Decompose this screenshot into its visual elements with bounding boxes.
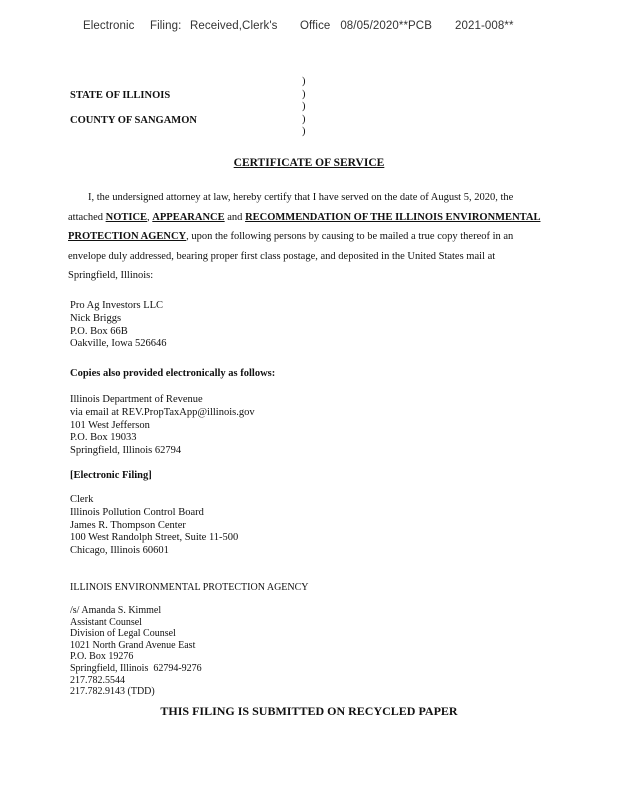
clerk-address-block: [70, 494, 238, 558]
page-title: CERTIFICATE OF SERVICE: [233, 157, 385, 169]
recipient-attn: Nick Briggs: [70, 312, 122, 324]
caption-parentheses: [302, 76, 306, 139]
body-comma: ,: [147, 211, 153, 223]
recycled-paper-footer: THIS FILING IS SUBMITTED ON RECYCLED PAPER: [160, 704, 458, 718]
header-office-date: Office 08/05/2020**PCB: [300, 20, 432, 32]
recipient-name: Illinois Department of Revenue: [70, 394, 203, 405]
paren: ): [302, 76, 306, 87]
paren: ): [302, 101, 306, 112]
recipient-title: Clerk: [70, 494, 94, 505]
signature: /s/ Amanda S. Kimmel: [70, 605, 162, 616]
signature-block: [70, 605, 202, 698]
header-case-number: 2021-008**: [455, 20, 514, 32]
signer-city: Springfield, Illinois 62794-9276: [70, 662, 202, 674]
signer-street: 1021 North Grand Avenue East: [70, 639, 196, 651]
recipient-city: Oakville, Iowa 526646: [70, 338, 167, 350]
recipient-box: P.O. Box 19033: [70, 432, 137, 444]
paren: ): [302, 126, 306, 137]
header-electronic: Electronic: [83, 20, 135, 32]
recipient-address-block: [70, 300, 167, 351]
recommendation-doc: RECOMMENDATION OF THE ILLINOIS ENVIRONMENTAL PROTECTION AGENCY: [68, 211, 541, 242]
caption-state: STATE OF ILLINOIS: [70, 90, 171, 101]
agency-name: ILLINOIS ENVIRONMENTAL PROTECTION AGENCY: [70, 582, 309, 593]
recipient-name: Pro Ag Investors LLC: [70, 300, 164, 311]
revenue-address-block: [70, 394, 255, 458]
appearance-doc: APPEARANCE: [152, 211, 225, 223]
header-received: Received,Clerk's: [190, 20, 278, 32]
body-and: and: [224, 211, 246, 223]
recipient-email: via email at REV.PropTaxApp@illinois.gov: [70, 406, 255, 418]
paren: ): [302, 88, 306, 100]
recipient-city: Springfield, Illinois 62794: [70, 445, 182, 457]
notice-doc: NOTICE: [105, 211, 148, 223]
certificate-body: [68, 188, 546, 286]
signer-role: Assistant Counsel: [70, 616, 142, 628]
signer-phone: 217.782.5544: [70, 674, 125, 686]
recipient-city: Chicago, Illinois 60601: [70, 545, 169, 557]
copies-heading: Copies also provided electronically as follows:: [70, 368, 276, 379]
body-text-1: I, the undersigned attorney at law, hereby certify that I have served on the date of August 5, 2020, the attached: [68, 192, 514, 223]
electronic-filing-label: [Electronic Filing]: [70, 470, 152, 481]
signer-tdd: 217.782.9143 (TDD): [70, 686, 155, 698]
recipient-center: James R. Thompson Center: [70, 519, 186, 531]
signer-box: P.O. Box 19276: [70, 651, 134, 663]
recipient-name: Illinois Pollution Control Board: [70, 506, 204, 518]
body-text-2: , upon the following persons by causing to be mailed a true copy thereof in an envelope duly addressed, bearing proper first class postage, and deposited in the United States mail at Springfield, Illinois:: [68, 231, 514, 281]
recipient-street: 101 West Jefferson: [70, 419, 150, 431]
header-filing: Filing:: [150, 20, 182, 32]
recipient-box: P.O. Box 66B: [70, 325, 128, 337]
signer-division: Division of Legal Counsel: [70, 628, 176, 640]
recipient-street: 100 West Randolph Street, Suite 11-500: [70, 532, 239, 544]
paren: ): [302, 113, 306, 125]
caption-county: COUNTY OF SANGAMON: [70, 115, 197, 126]
